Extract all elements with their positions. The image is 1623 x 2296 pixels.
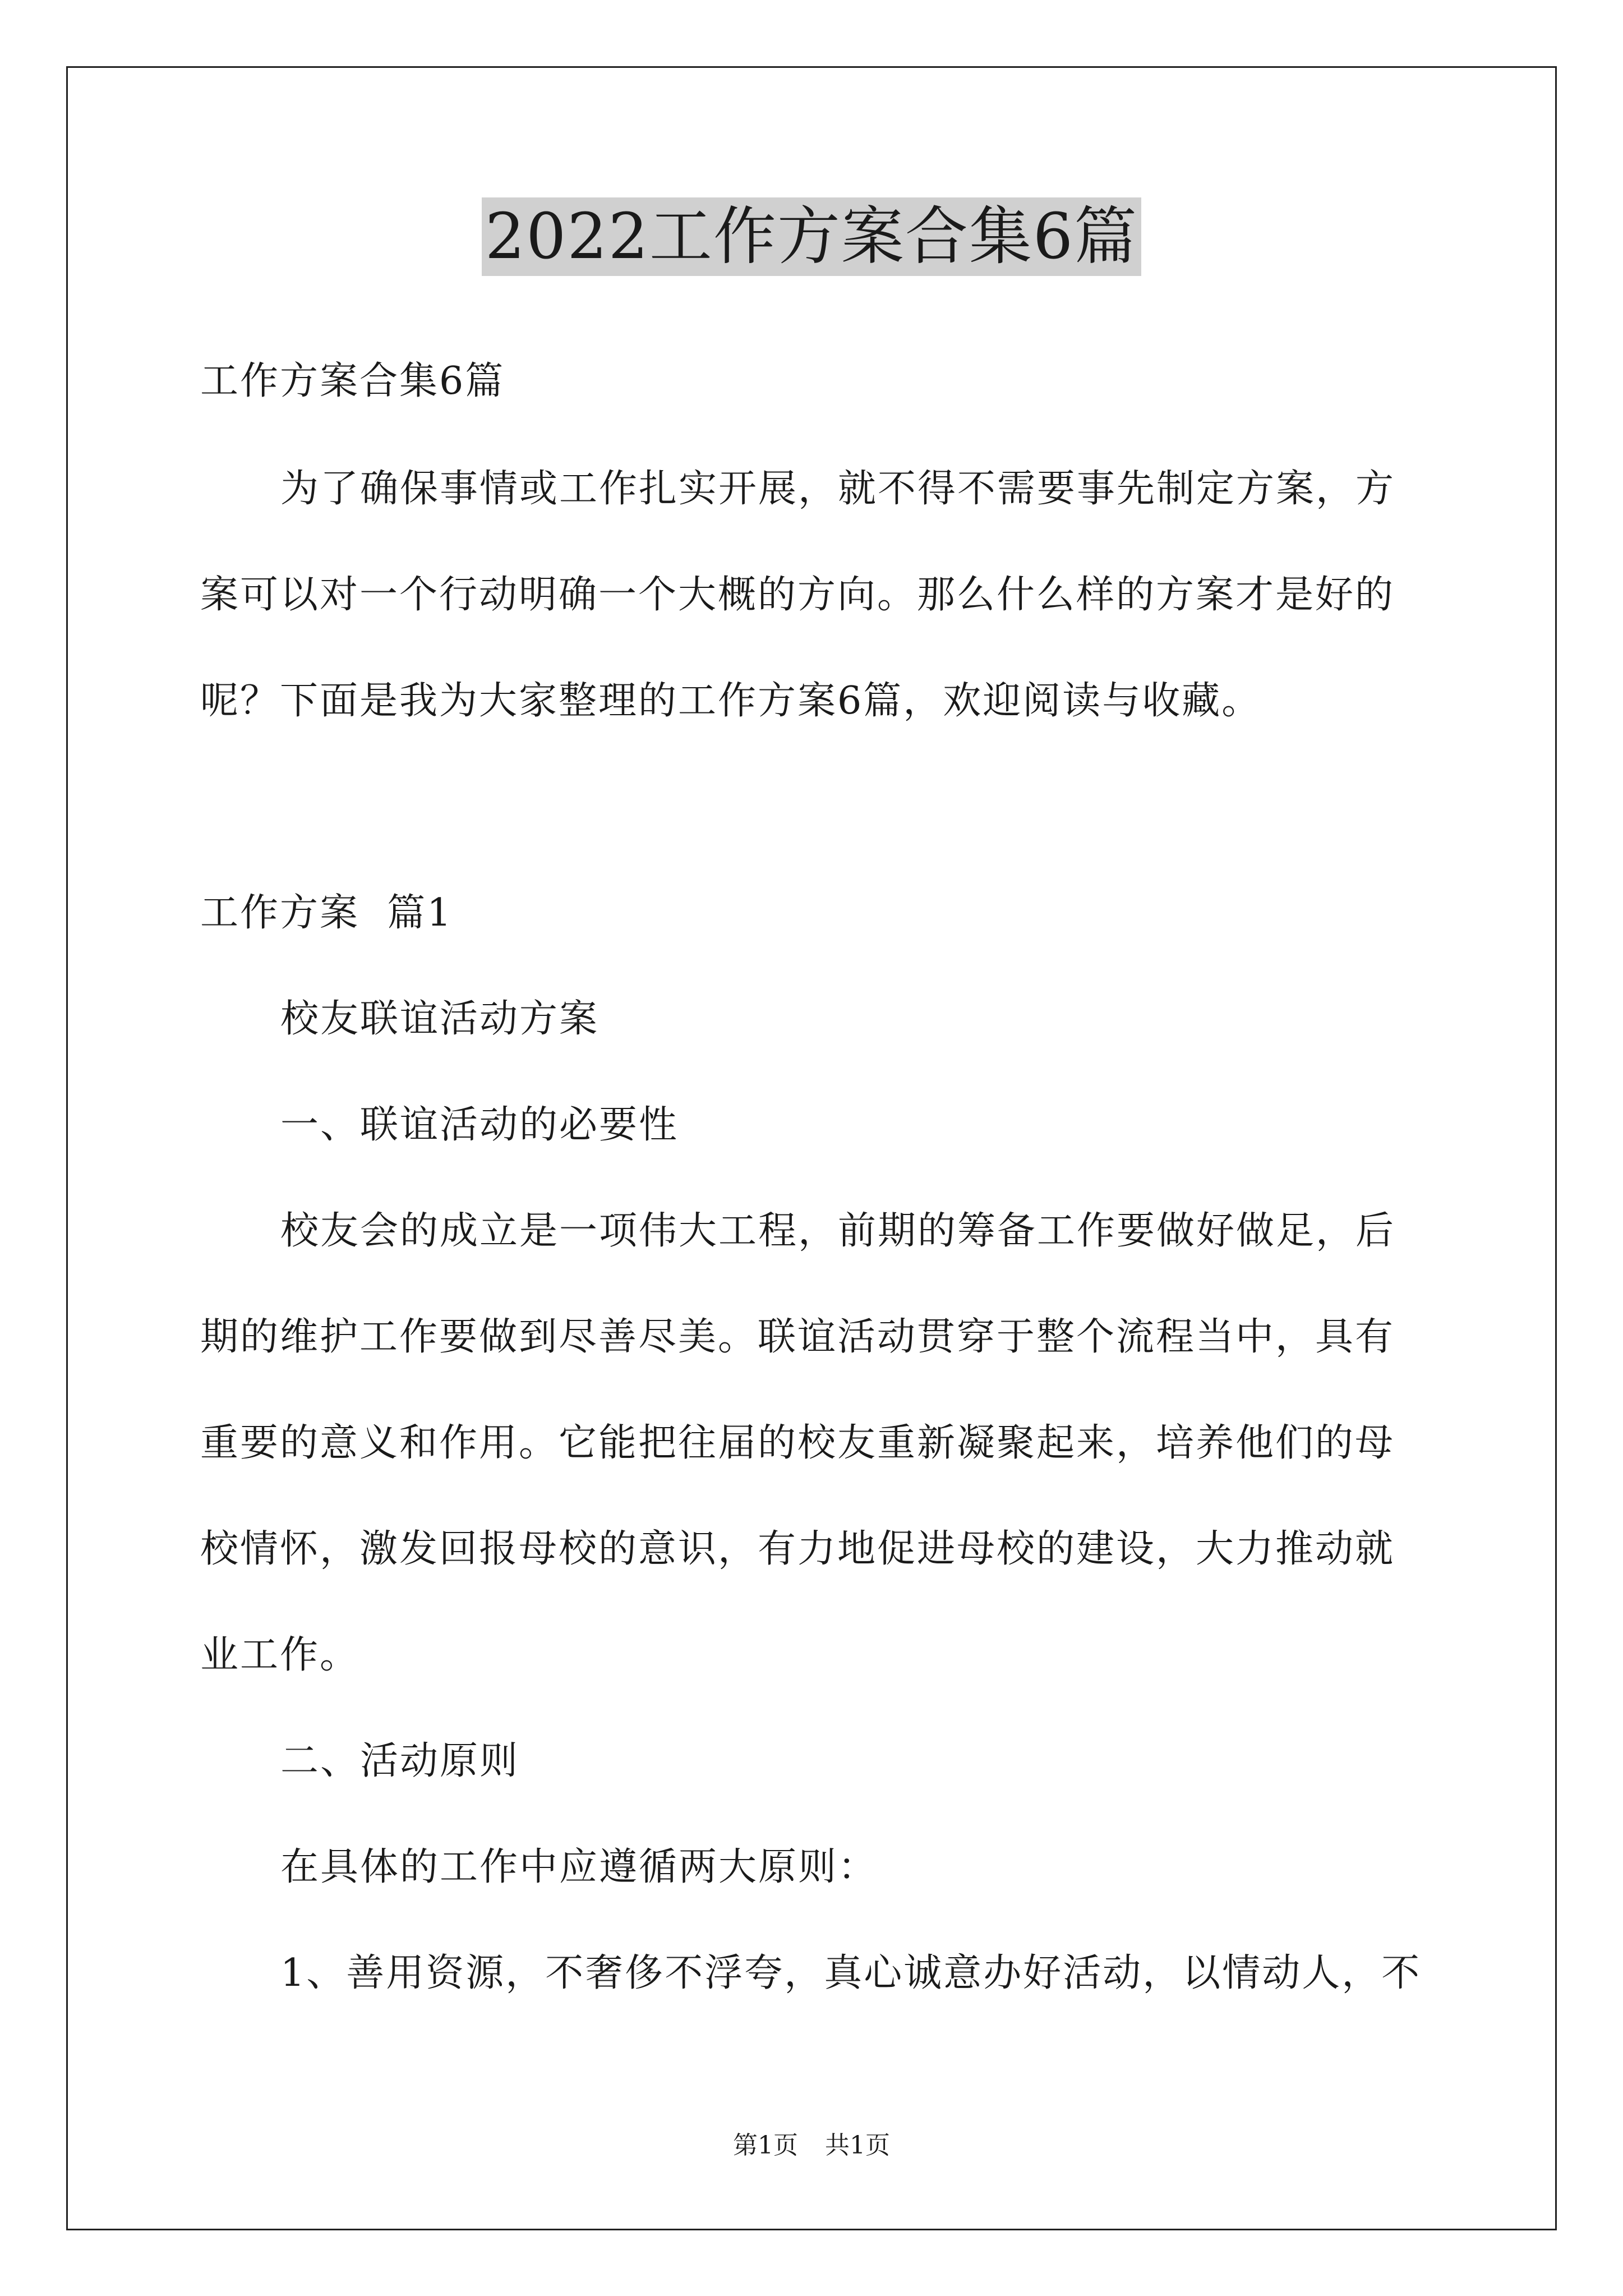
para-2: 在具体的工作中应遵循两大原则： (280, 1845, 878, 1889)
title-wrap (0, 197, 1623, 276)
intro-line-3: 呢？下面是我为大家整理的工作方案6篇，欢迎阅读与收藏。 (200, 679, 1262, 723)
section-heading: 工作方案 篇1 (200, 891, 453, 935)
page-total: 共1页 (825, 2131, 890, 2160)
para-1-line-1: 校友会的成立是一项伟大工程，前期的筹备工作要做好做足，后 (280, 1209, 1396, 1253)
document-title: 2022工作方案合集6篇 (482, 197, 1141, 276)
activity-title: 校友联谊活动方案 (280, 997, 600, 1041)
heading-1: 一、联谊活动的必要性 (280, 1103, 679, 1147)
para-1-line-3: 重要的意义和作用。它能把往届的校友重新凝聚起来，培养他们的母 (200, 1421, 1395, 1465)
page-footer (0, 2131, 1623, 2161)
page-number: 第1页 (733, 2131, 798, 2160)
para-1-line-2: 期的维护工作要做到尽善尽美。联谊活动贯穿于整个流程当中，具有 (200, 1315, 1395, 1359)
para-1-line-4: 校情怀，激发回报母校的意识，有力地促进母校的建设，大力推动就 (200, 1527, 1395, 1571)
para-1-line-5: 业工作。 (200, 1633, 360, 1677)
para-3: 1、善用资源，不奢侈不浮夸，真心诚意办好活动，以情动人，不 (280, 1951, 1422, 1995)
document-subtitle: 工作方案合集6篇 (200, 359, 505, 403)
intro-line-1: 为了确保事情或工作扎实开展，就不得不需要事先制定方案，方 (280, 467, 1396, 511)
heading-2: 二、活动原则 (280, 1739, 520, 1783)
intro-line-2: 案可以对一个行动明确一个大概的方向。那么什么样的方案才是好的 (200, 573, 1395, 617)
